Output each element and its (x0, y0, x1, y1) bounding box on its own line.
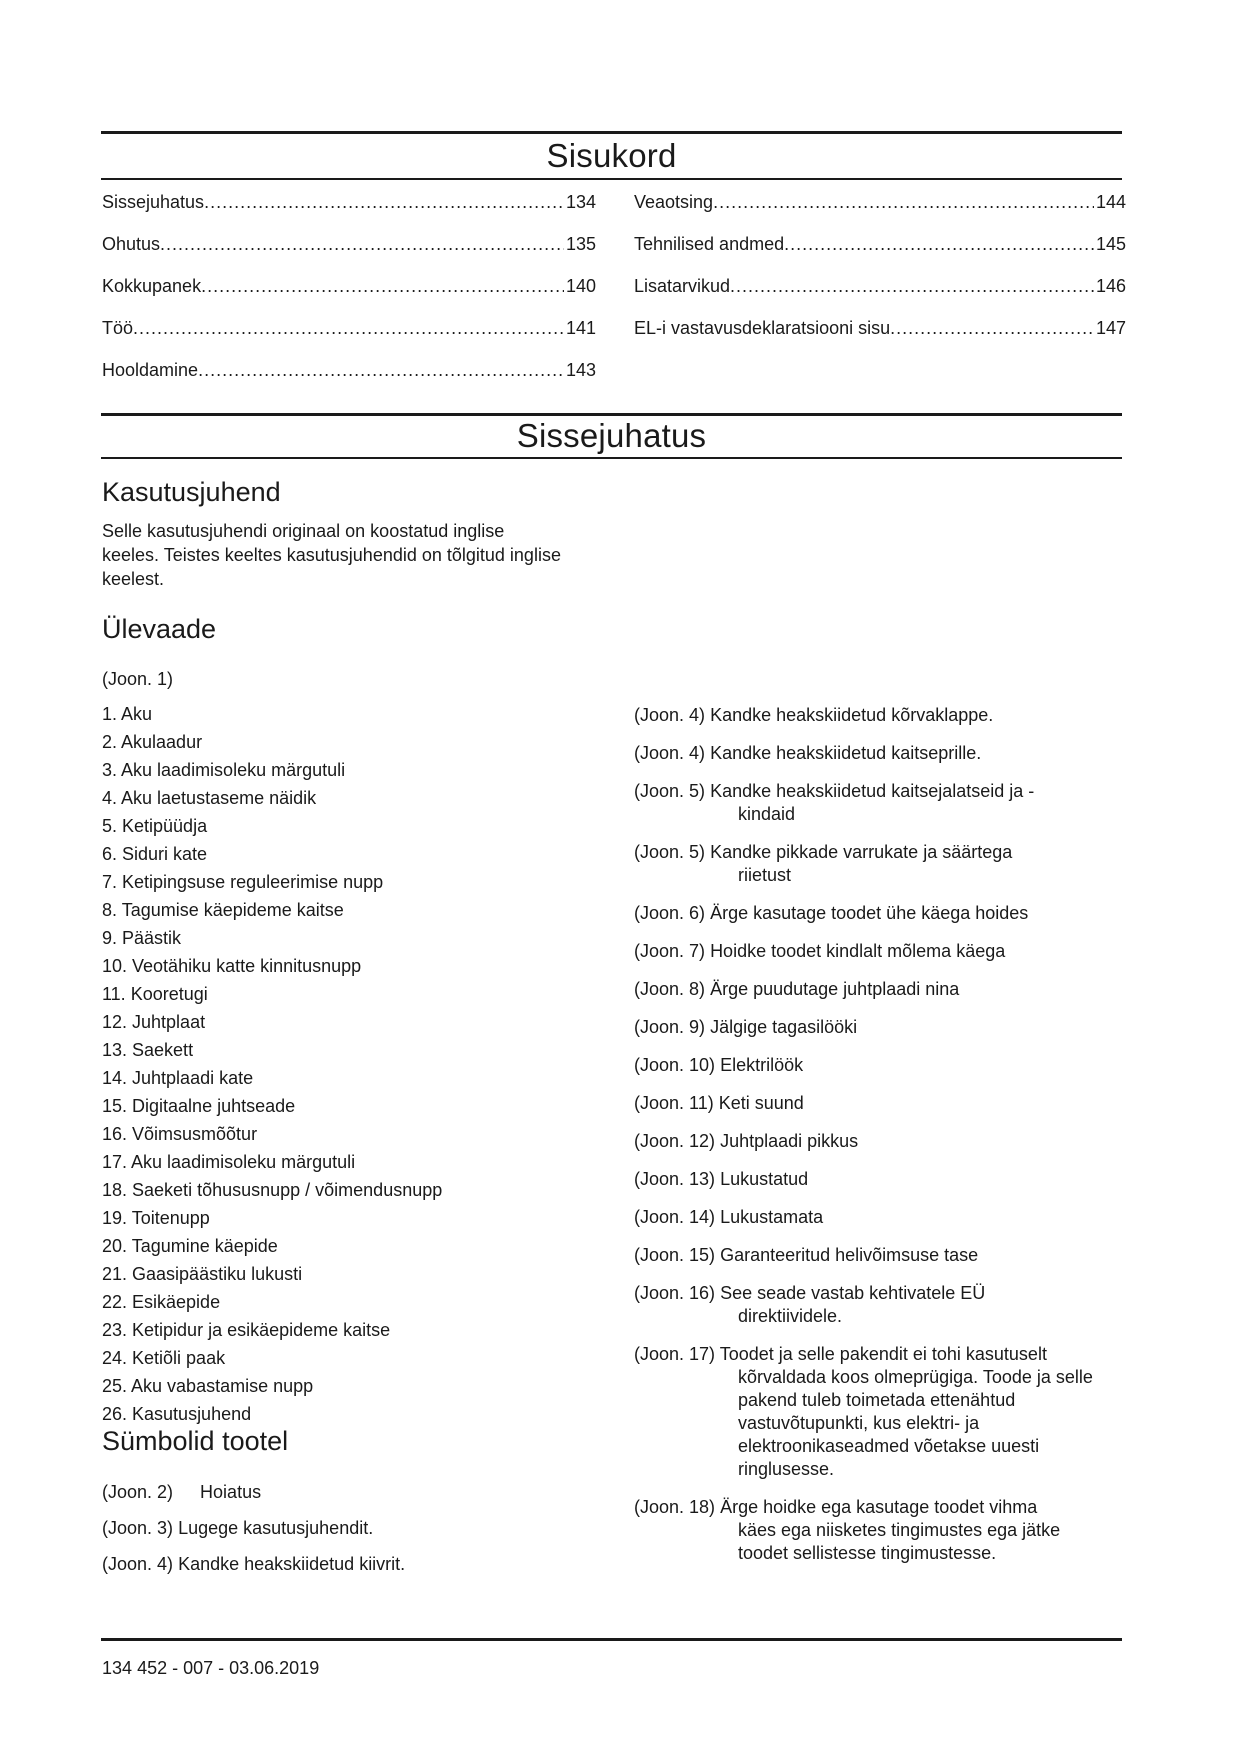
toc-entry-page: 145 (1095, 234, 1126, 254)
symbol-text-continued: riietust (738, 865, 792, 885)
list-item: 1. Aku (102, 704, 153, 724)
symbol-text: Garanteeritud helivõimsuse tase (720, 1245, 979, 1265)
parts-list (102, 700, 442, 1428)
symbol-item (634, 978, 1094, 1001)
overview-figure-ref: (Joon. 1) (102, 669, 174, 689)
symbol-item (634, 1206, 1094, 1229)
symbol-figure-ref: (Joon. 15) (634, 1245, 716, 1265)
toc-entry[interactable] (634, 276, 1126, 318)
symbol-item (102, 1481, 572, 1517)
symbol-text-continued: kindaid (738, 804, 796, 824)
symbols-heading: Sümbolid tootel (102, 1426, 289, 1456)
toc-entry[interactable] (634, 318, 1126, 360)
footer-rule (101, 1638, 1122, 1641)
symbol-item (634, 1244, 1094, 1267)
toc-entry-title: Töö (102, 318, 134, 338)
symbol-figure-ref: (Joon. 17) (634, 1344, 716, 1364)
symbol-text-continued: direktiividele. (738, 1306, 843, 1326)
symbol-figure-ref: (Joon. 13) (634, 1169, 716, 1189)
symbol-item (634, 780, 1094, 826)
symbol-text: See seade vastab kehtivatele EÜ (720, 1283, 986, 1303)
list-item: 21. Gaasipäästiku lukusti (102, 1264, 303, 1284)
toc-entry-title: Hooldamine (102, 360, 199, 380)
list-item: 13. Saekett (102, 1040, 194, 1060)
list-item: 17. Aku laadimisoleku märgutuli (102, 1152, 356, 1172)
toc-entry-title: Sissejuhatus (102, 192, 205, 212)
toc-entry[interactable] (102, 360, 596, 402)
toc-entry[interactable] (102, 318, 596, 360)
toc-leader (890, 318, 1094, 339)
symbol-item (634, 1496, 1094, 1565)
symbol-text: Lugege kasutusjuhendit. (178, 1518, 374, 1538)
symbol-text: Kandke heakskiidetud kaitsejalatseid ja - (710, 781, 1035, 801)
symbol-figure-ref: (Joon. 4) (102, 1554, 174, 1574)
symbol-text: Kandke pikkade varrukate ja säärtega (710, 842, 1013, 862)
symbol-figure-ref: (Joon. 11) (634, 1093, 714, 1113)
symbol-item (634, 1168, 1094, 1191)
symbol-figure-ref: (Joon. 16) (634, 1283, 716, 1303)
list-item: 12. Juhtplaat (102, 1012, 206, 1032)
list-item: 2. Akulaadur (102, 732, 203, 752)
list-item: 18. Saeketi tõhususnupp / võimendusnupp (102, 1180, 443, 1200)
symbol-item (634, 1092, 1094, 1115)
list-item: 25. Aku vabastamise nupp (102, 1376, 314, 1396)
symbol-figure-ref: (Joon. 4) (634, 705, 706, 725)
symbol-text: Lukustatud (720, 1169, 809, 1189)
toc-entry-title: Kokkupanek (102, 276, 202, 296)
list-item: 11. Kooretugi (102, 984, 208, 1004)
list-item: 8. Tagumise käepideme kaitse (102, 900, 344, 920)
overview-heading: Ülevaade (102, 614, 217, 644)
list-item: 3. Aku laadimisoleku märgutuli (102, 760, 346, 780)
list-item: 14. Juhtplaadi kate (102, 1068, 254, 1088)
symbol-text-continued: käes ega niisketes tingimustes ega jätke toodet sellistesse tingimustesse. (738, 1520, 1061, 1563)
symbol-text: Hoiatus (200, 1482, 262, 1502)
symbol-figure-ref: (Joon. 10) (634, 1055, 716, 1075)
symbol-figure-ref: (Joon. 2) (102, 1482, 174, 1502)
symbol-figure-ref: (Joon. 4) (634, 743, 706, 763)
symbol-item (102, 1553, 572, 1589)
symbol-figure-ref: (Joon. 14) (634, 1207, 716, 1227)
symbol-text: Ärge puudutage juhtplaadi nina (710, 979, 960, 999)
toc-leader (160, 234, 564, 255)
list-item: 6. Siduri kate (102, 844, 208, 864)
list-item: 26. Kasutusjuhend (102, 1404, 252, 1424)
symbol-item (634, 1282, 1094, 1328)
symbol-figure-ref: (Joon. 3) (102, 1518, 174, 1538)
list-item: 20. Tagumine käepide (102, 1236, 278, 1256)
intro-title: Sissejuhatus (516, 417, 707, 454)
symbol-text: Hoidke toodet kindlalt mõlema käega (710, 941, 1006, 961)
toc-entry-title: Ohutus (102, 234, 161, 254)
symbol-figure-ref: (Joon. 6) (634, 903, 706, 923)
symbol-text: Kandke heakskiidetud kaitseprille. (710, 743, 982, 763)
page-footer (102, 1658, 319, 1679)
symbol-item (634, 902, 1094, 925)
list-item: 10. Veotähiku katte kinnitusnupp (102, 956, 362, 976)
toc-title: Sisukord (546, 136, 677, 174)
toc-entry[interactable] (102, 192, 596, 234)
toc-entry-title: Tehnilised andmed (634, 234, 785, 254)
list-item: 19. Toitenupp (102, 1208, 210, 1228)
toc-header-band (101, 131, 1122, 180)
list-item: 7. Ketipingsuse reguleerimise nupp (102, 872, 384, 892)
toc-left-column (102, 192, 596, 402)
list-item: 4. Aku laetustaseme näidik (102, 788, 317, 808)
symbol-text: Kandke heakskiidetud kiivrit. (178, 1554, 406, 1574)
toc-leader (784, 234, 1094, 255)
intro-header-band (101, 413, 1122, 459)
symbol-item (102, 1517, 572, 1553)
toc-entry-title: Lisatarvikud (634, 276, 731, 296)
toc-leader (713, 192, 1094, 213)
symbol-text: Keti suund (718, 1093, 804, 1113)
toc-entry-title: EL-i vastavusdeklaratsiooni sisu (634, 318, 891, 338)
toc-entry[interactable] (634, 234, 1126, 276)
symbol-text: Lukustamata (720, 1207, 824, 1227)
symbol-item (634, 1130, 1094, 1153)
symbols-list-left (102, 1481, 572, 1589)
symbol-item (634, 940, 1094, 963)
symbol-item (634, 841, 1094, 887)
doc-code: 452 - 007 - 03.06.2019 (137, 1658, 320, 1678)
symbol-text: Juhtplaadi pikkus (720, 1131, 859, 1151)
symbol-text: Ärge hoidke ega kasutage toodet vihma (720, 1497, 1038, 1517)
symbol-text: Elektrilöök (720, 1055, 804, 1075)
symbol-figure-ref: (Joon. 8) (634, 979, 706, 999)
list-item: 22. Esikäepide (102, 1292, 221, 1312)
symbol-item (634, 1054, 1094, 1077)
symbol-figure-ref: (Joon. 12) (634, 1131, 716, 1151)
toc-entry-page: 144 (1095, 192, 1126, 212)
toc-entry-page: 141 (565, 318, 596, 338)
symbol-text: Toodet ja selle pakendit ei tohi kasutuselt (719, 1344, 1047, 1364)
symbol-text-continued: kõrvaldada koos olmeprügiga. Toode ja selle pakend tuleb toimetada ettenähtud vastuvõtupunkti, kus elektri- ja elektroonikaseadmed võetakse uuesti ringlusesse. (738, 1367, 1093, 1479)
list-item: 16. Võimsusmõõtur (102, 1124, 258, 1144)
list-item: 5. Ketipüüdja (102, 816, 208, 836)
page-number: 134 (102, 1658, 133, 1678)
toc-entry-page: 147 (1095, 318, 1126, 338)
symbol-figure-ref: (Joon. 5) (634, 842, 706, 862)
toc-entry[interactable] (102, 234, 596, 276)
symbol-item (634, 742, 1094, 765)
list-item: 23. Ketipidur ja esikäepideme kaitse (102, 1320, 391, 1340)
toc-leader (730, 276, 1094, 297)
symbol-item (634, 704, 1094, 727)
toc-entry-title: Veaotsing (634, 192, 714, 212)
list-item: 9. Päästik (102, 928, 182, 948)
symbol-figure-ref: (Joon. 9) (634, 1017, 706, 1037)
toc-entry-page: 135 (565, 234, 596, 254)
symbol-text: Jälgige tagasilööki (710, 1017, 858, 1037)
symbol-text: Kandke heakskiidetud kõrvaklappe. (710, 705, 994, 725)
toc-entry-page: 140 (565, 276, 596, 296)
toc-right-column (634, 192, 1126, 360)
toc-leader (133, 318, 564, 339)
symbol-item (634, 1016, 1094, 1039)
symbol-figure-ref: (Joon. 7) (634, 941, 706, 961)
manual-heading: Kasutusjuhend (102, 477, 281, 507)
list-item: 15. Digitaalne juhtseade (102, 1096, 296, 1116)
toc-leader (204, 192, 564, 213)
list-item: 24. Ketiõli paak (102, 1348, 226, 1368)
symbol-text: Ärge kasutage toodet ühe käega hoides (710, 903, 1029, 923)
toc-entry-page: 134 (565, 192, 596, 212)
toc-entry-page: 146 (1095, 276, 1126, 296)
toc-entry[interactable] (102, 276, 596, 318)
symbol-figure-ref: (Joon. 18) (634, 1497, 716, 1517)
symbols-list-right (634, 704, 1094, 1580)
symbol-figure-ref: (Joon. 5) (634, 781, 706, 801)
intro-bottom-rule (101, 457, 1122, 459)
toc-entry[interactable] (634, 192, 1126, 234)
symbol-item (634, 1343, 1094, 1481)
toc-leader (198, 360, 564, 381)
toc-bottom-rule (101, 178, 1122, 180)
toc-entry-page: 143 (565, 360, 596, 380)
manual-text: Selle kasutusjuhendi originaal on koostatud inglise keeles. Teistes keeltes kasutusjuhendid on tõlgitud inglise keelest. (102, 521, 561, 589)
toc-leader (201, 276, 564, 297)
